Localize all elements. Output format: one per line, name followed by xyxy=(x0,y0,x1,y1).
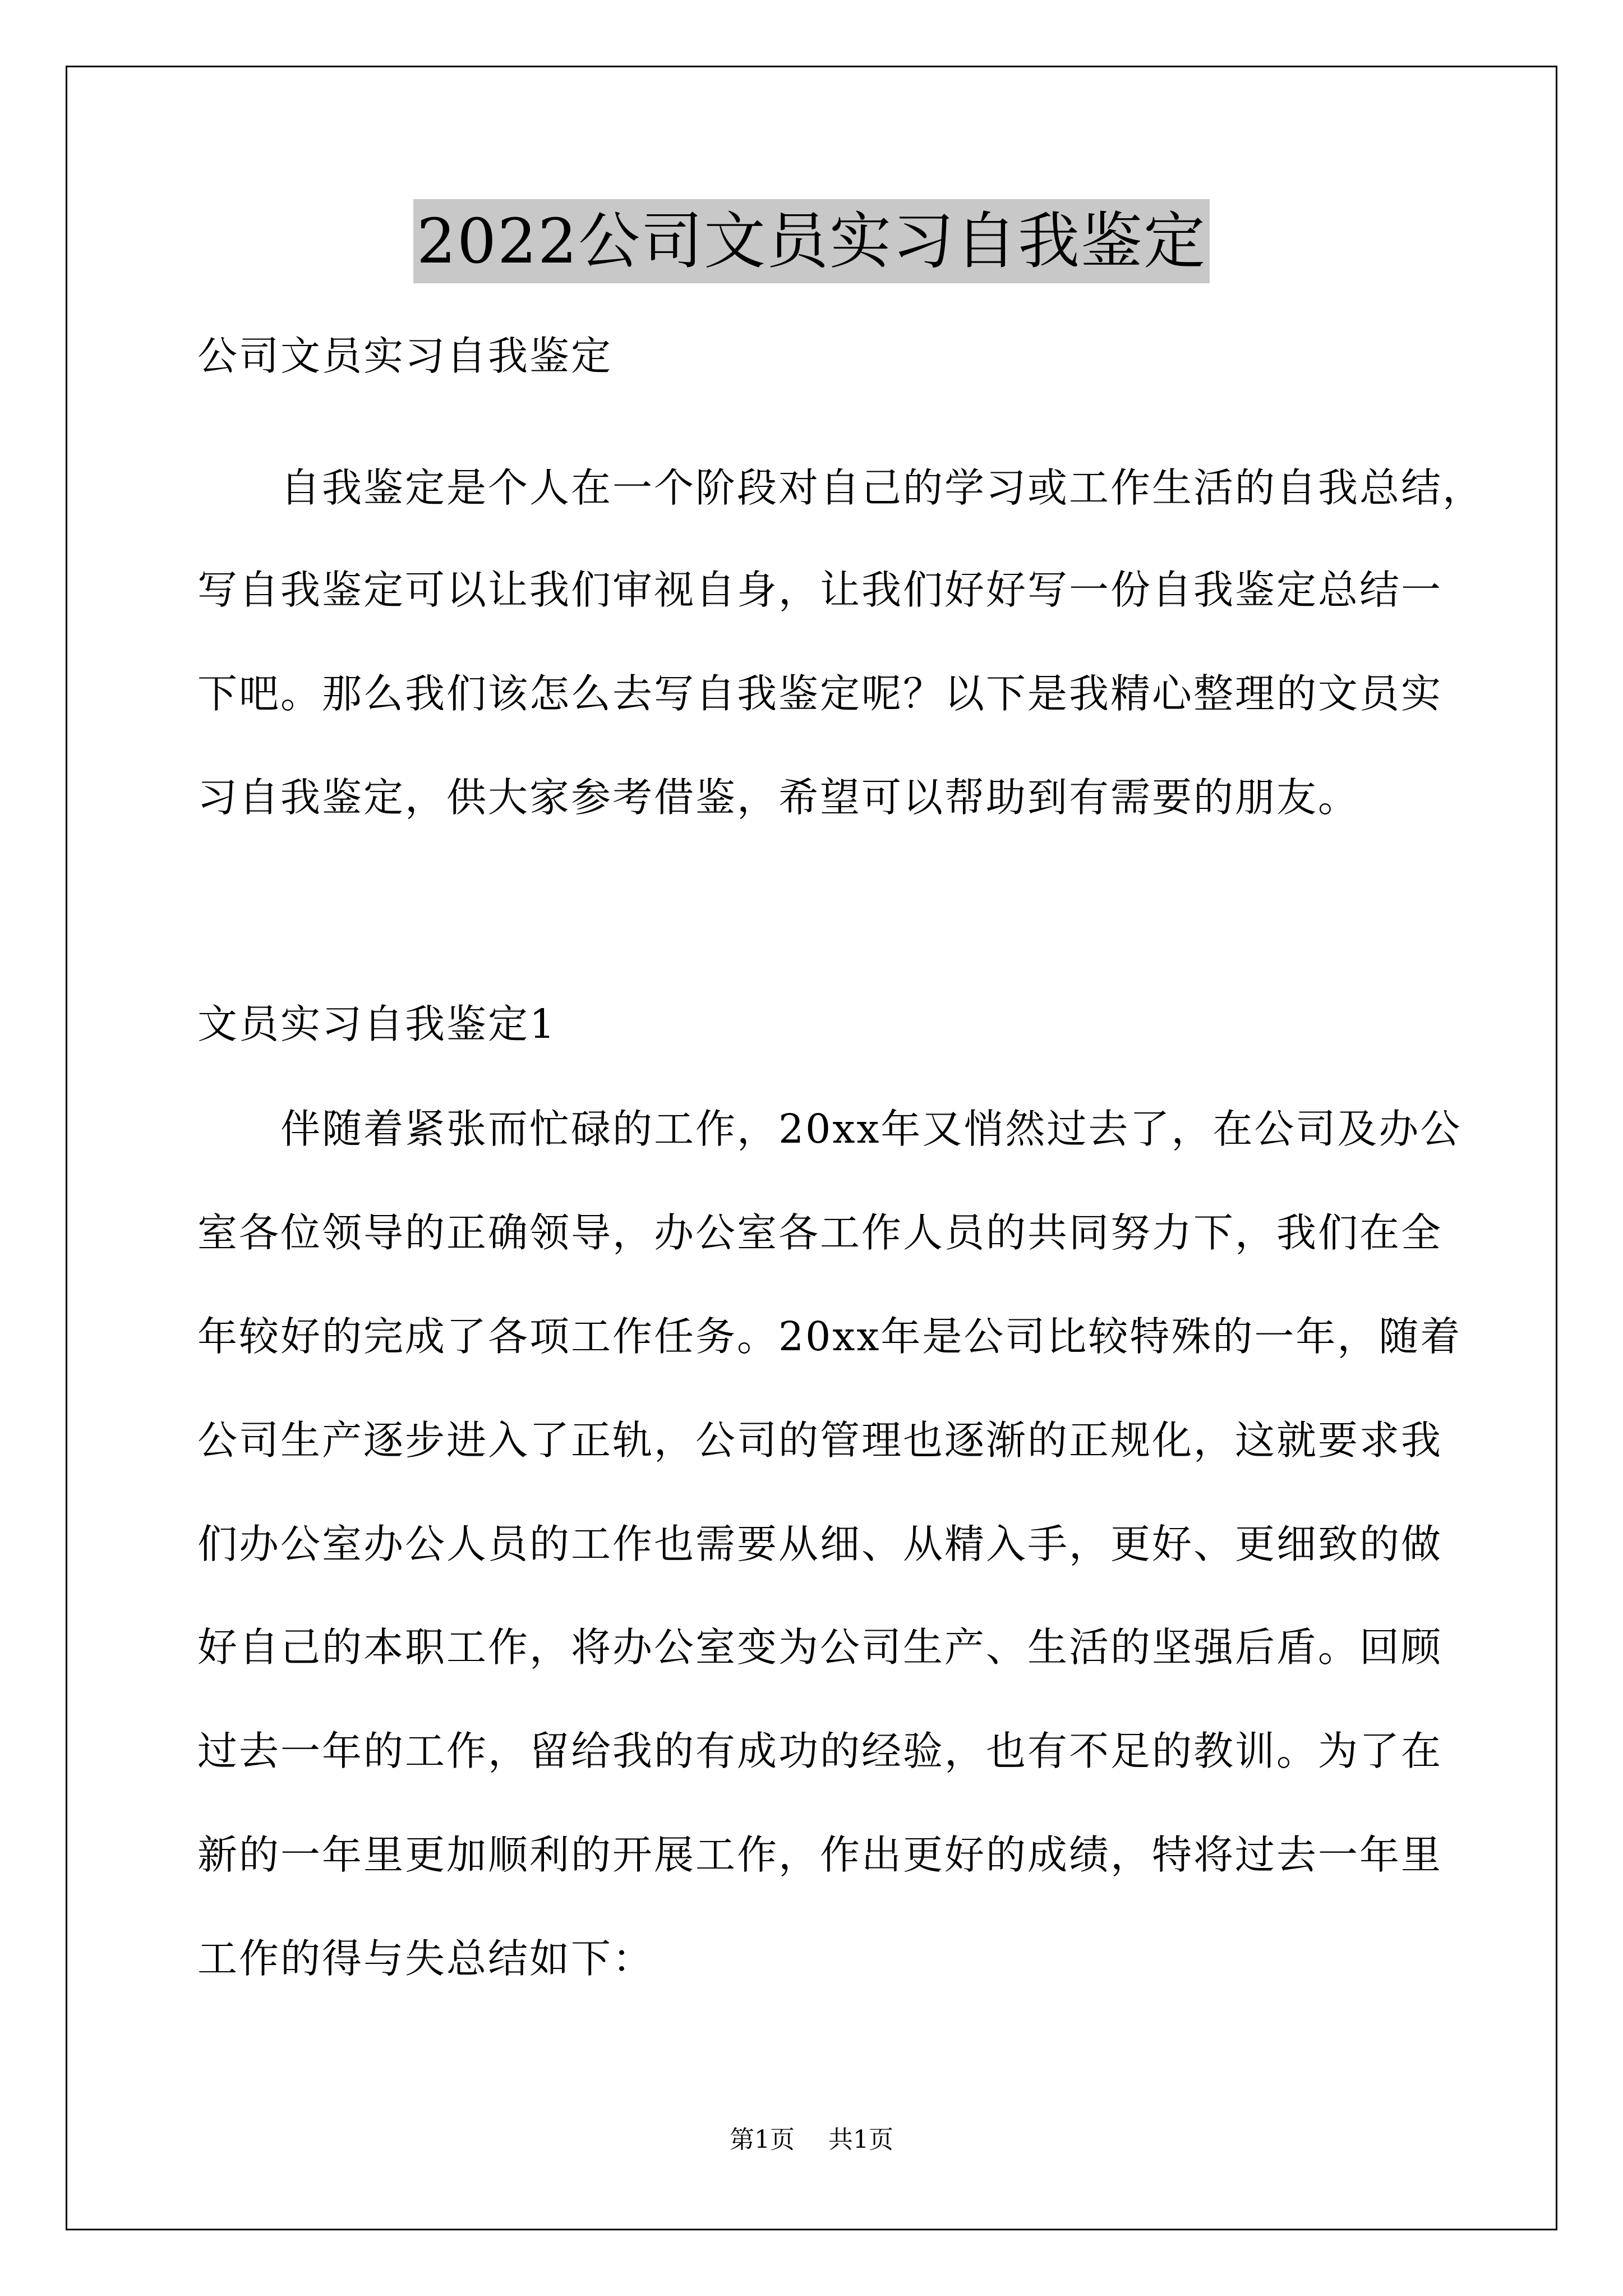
body-line: 公司生产逐步进入了正轨，公司的管理也逐渐的正规化，这就要求我 xyxy=(197,1417,1443,1464)
page-number: 第1页 xyxy=(730,2125,795,2154)
subtitle: 公司文员实习自我鉴定 xyxy=(197,333,613,379)
body-line: 年较好的完成了各项工作任务。20xx年是公司比较特殊的一年，随着 xyxy=(197,1313,1462,1360)
intro-line: 习自我鉴定，供大家参考借鉴，希望可以帮助到有需要的朋友。 xyxy=(197,774,1360,821)
body-line: 室各位领导的正确领导，办公室各工作人员的共同努力下，我们在全 xyxy=(197,1209,1443,1256)
body-line: 工作的得与失总结如下： xyxy=(197,1935,654,1982)
section-heading: 文员实习自我鉴定1 xyxy=(197,1001,557,1047)
page-total: 共1页 xyxy=(828,2125,893,2154)
title-container xyxy=(0,199,1623,283)
intro-line: 下吧。那么我们该怎么去写自我鉴定呢？以下是我精心整理的文员实 xyxy=(197,670,1443,717)
body-line: 过去一年的工作，留给我的有成功的经验，也有不足的教训。为了在 xyxy=(197,1728,1443,1774)
intro-line: 写自我鉴定可以让我们审视自身，让我们好好写一份自我鉴定总结一 xyxy=(197,567,1443,613)
intro-line: 自我鉴定是个人在一个阶段对自己的学习或工作生活的自我总结， xyxy=(280,464,1484,511)
page-footer xyxy=(0,2123,1623,2157)
document-title: 2022公司文员实习自我鉴定 xyxy=(413,199,1210,283)
body-line: 们办公室办公人员的工作也需要从细、从精入手，更好、更细致的做 xyxy=(197,1521,1443,1567)
body-line: 好自己的本职工作，将办公室变为公司生产、生活的坚强后盾。回顾 xyxy=(197,1624,1443,1671)
body-line: 新的一年里更加顺利的开展工作，作出更好的成绩，特将过去一年里 xyxy=(197,1832,1443,1878)
body-line: 伴随着紧张而忙碌的工作，20xx年又悄然过去了，在公司及办公 xyxy=(280,1106,1462,1152)
